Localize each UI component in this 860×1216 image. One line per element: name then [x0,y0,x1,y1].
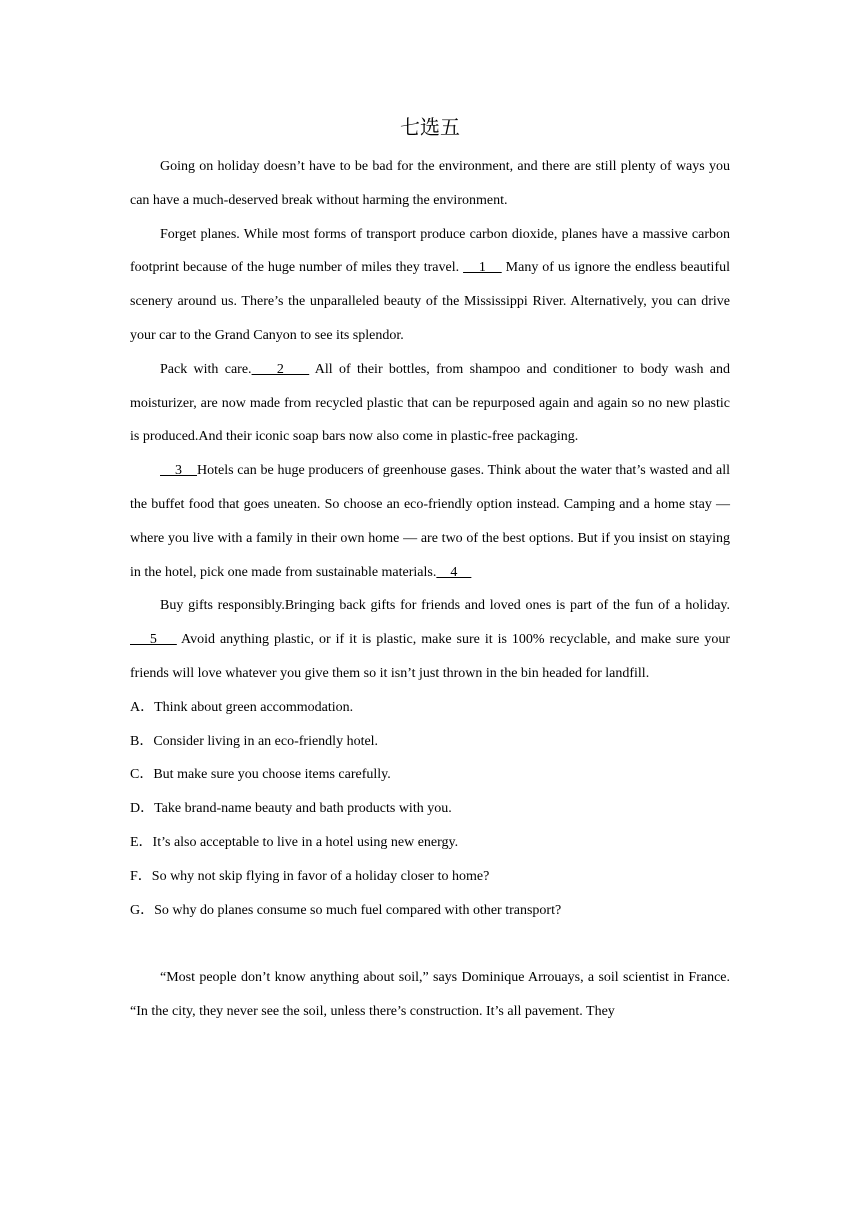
paragraph-text: Many of us ignore the endless beautiful scenery around us. There’s the unparalleled beauty of the Mississippi River. Alternatively, you can drive your car to the Grand Canyon to see its splendor. [130,260,730,343]
blank-2: 2 [251,361,310,377]
page-title: 七选五 [400,115,460,139]
answer-options [130,691,730,928]
paragraph-pack-with-care [130,353,730,454]
option-d: D．Take brand-name beauty and bath products with you. [130,801,452,817]
paragraph-buy-gifts [130,589,730,690]
paragraph-text: Buy gifts responsibly.Bringing back gifts for friends and loved ones is part of the fun of a holiday. [160,598,730,614]
paragraph-hotels [130,454,730,589]
blank-5: 5 [130,632,177,648]
paragraph-text: Hotels can be huge producers of greenhouse gases. Think about the water that’s wasted and all the buffet food that goes uneaten. So choose an eco-friendly option instead. Camping and a home stay — where you live with a family in their own home — are two of the best options. But if you insist on staying in the hotel, pick one made from sustainable materials. [130,463,730,580]
paragraph-text: Avoid anything plastic, or if it is plastic, make sure it is 100% recyclable, and make sure your friends will love whatever you give them so it isn’t just thrown in the bin headed for landfill. [130,632,730,681]
blank-4: 4 [436,564,472,580]
paragraph-text: Forget planes. While most forms of transport produce carbon dioxide, planes have a massive carbon footprint because of the huge number of miles they travel. [130,226,730,276]
blank-1: 1 [463,260,502,276]
section-gap [130,927,730,961]
paragraph-intro: Going on holiday doesn’t have to be bad for the environment, and there are still plenty of ways you can have a much-deserved break without harming the environment. [130,159,730,208]
paragraph-soil: “Most people don’t know anything about soil,” says Dominique Arrouays, a soil scientist in France. “In the city, they never see the soil, unless there’s construction. It’s all pavement. They [130,970,730,1019]
document-body [130,150,730,1029]
option-e: E．It’s also acceptable to live in a hotel using new energy. [130,834,459,850]
option-c: C．But make sure you choose items carefully. [130,767,391,783]
option-f: F．So why not skip flying in favor of a holiday closer to home? [130,868,490,884]
blank-3: 3 [160,463,197,479]
paragraph-text: Pack with care. [160,361,252,377]
option-a: A．Think about green accommodation. [130,699,354,715]
option-g: G．So why do planes consume so much fuel compared with other transport? [130,902,562,918]
paragraph-text: All of their bottles, from shampoo and conditioner to body wash and moisturizer, are now made from recycled plastic that can be repurposed again and again so no new plastic is produced.And their iconic soap bars now also come in plastic-free packaging. [130,361,730,445]
option-b: B．Consider living in an eco-friendly hotel. [130,733,379,749]
paragraph-forget-planes [130,218,730,353]
